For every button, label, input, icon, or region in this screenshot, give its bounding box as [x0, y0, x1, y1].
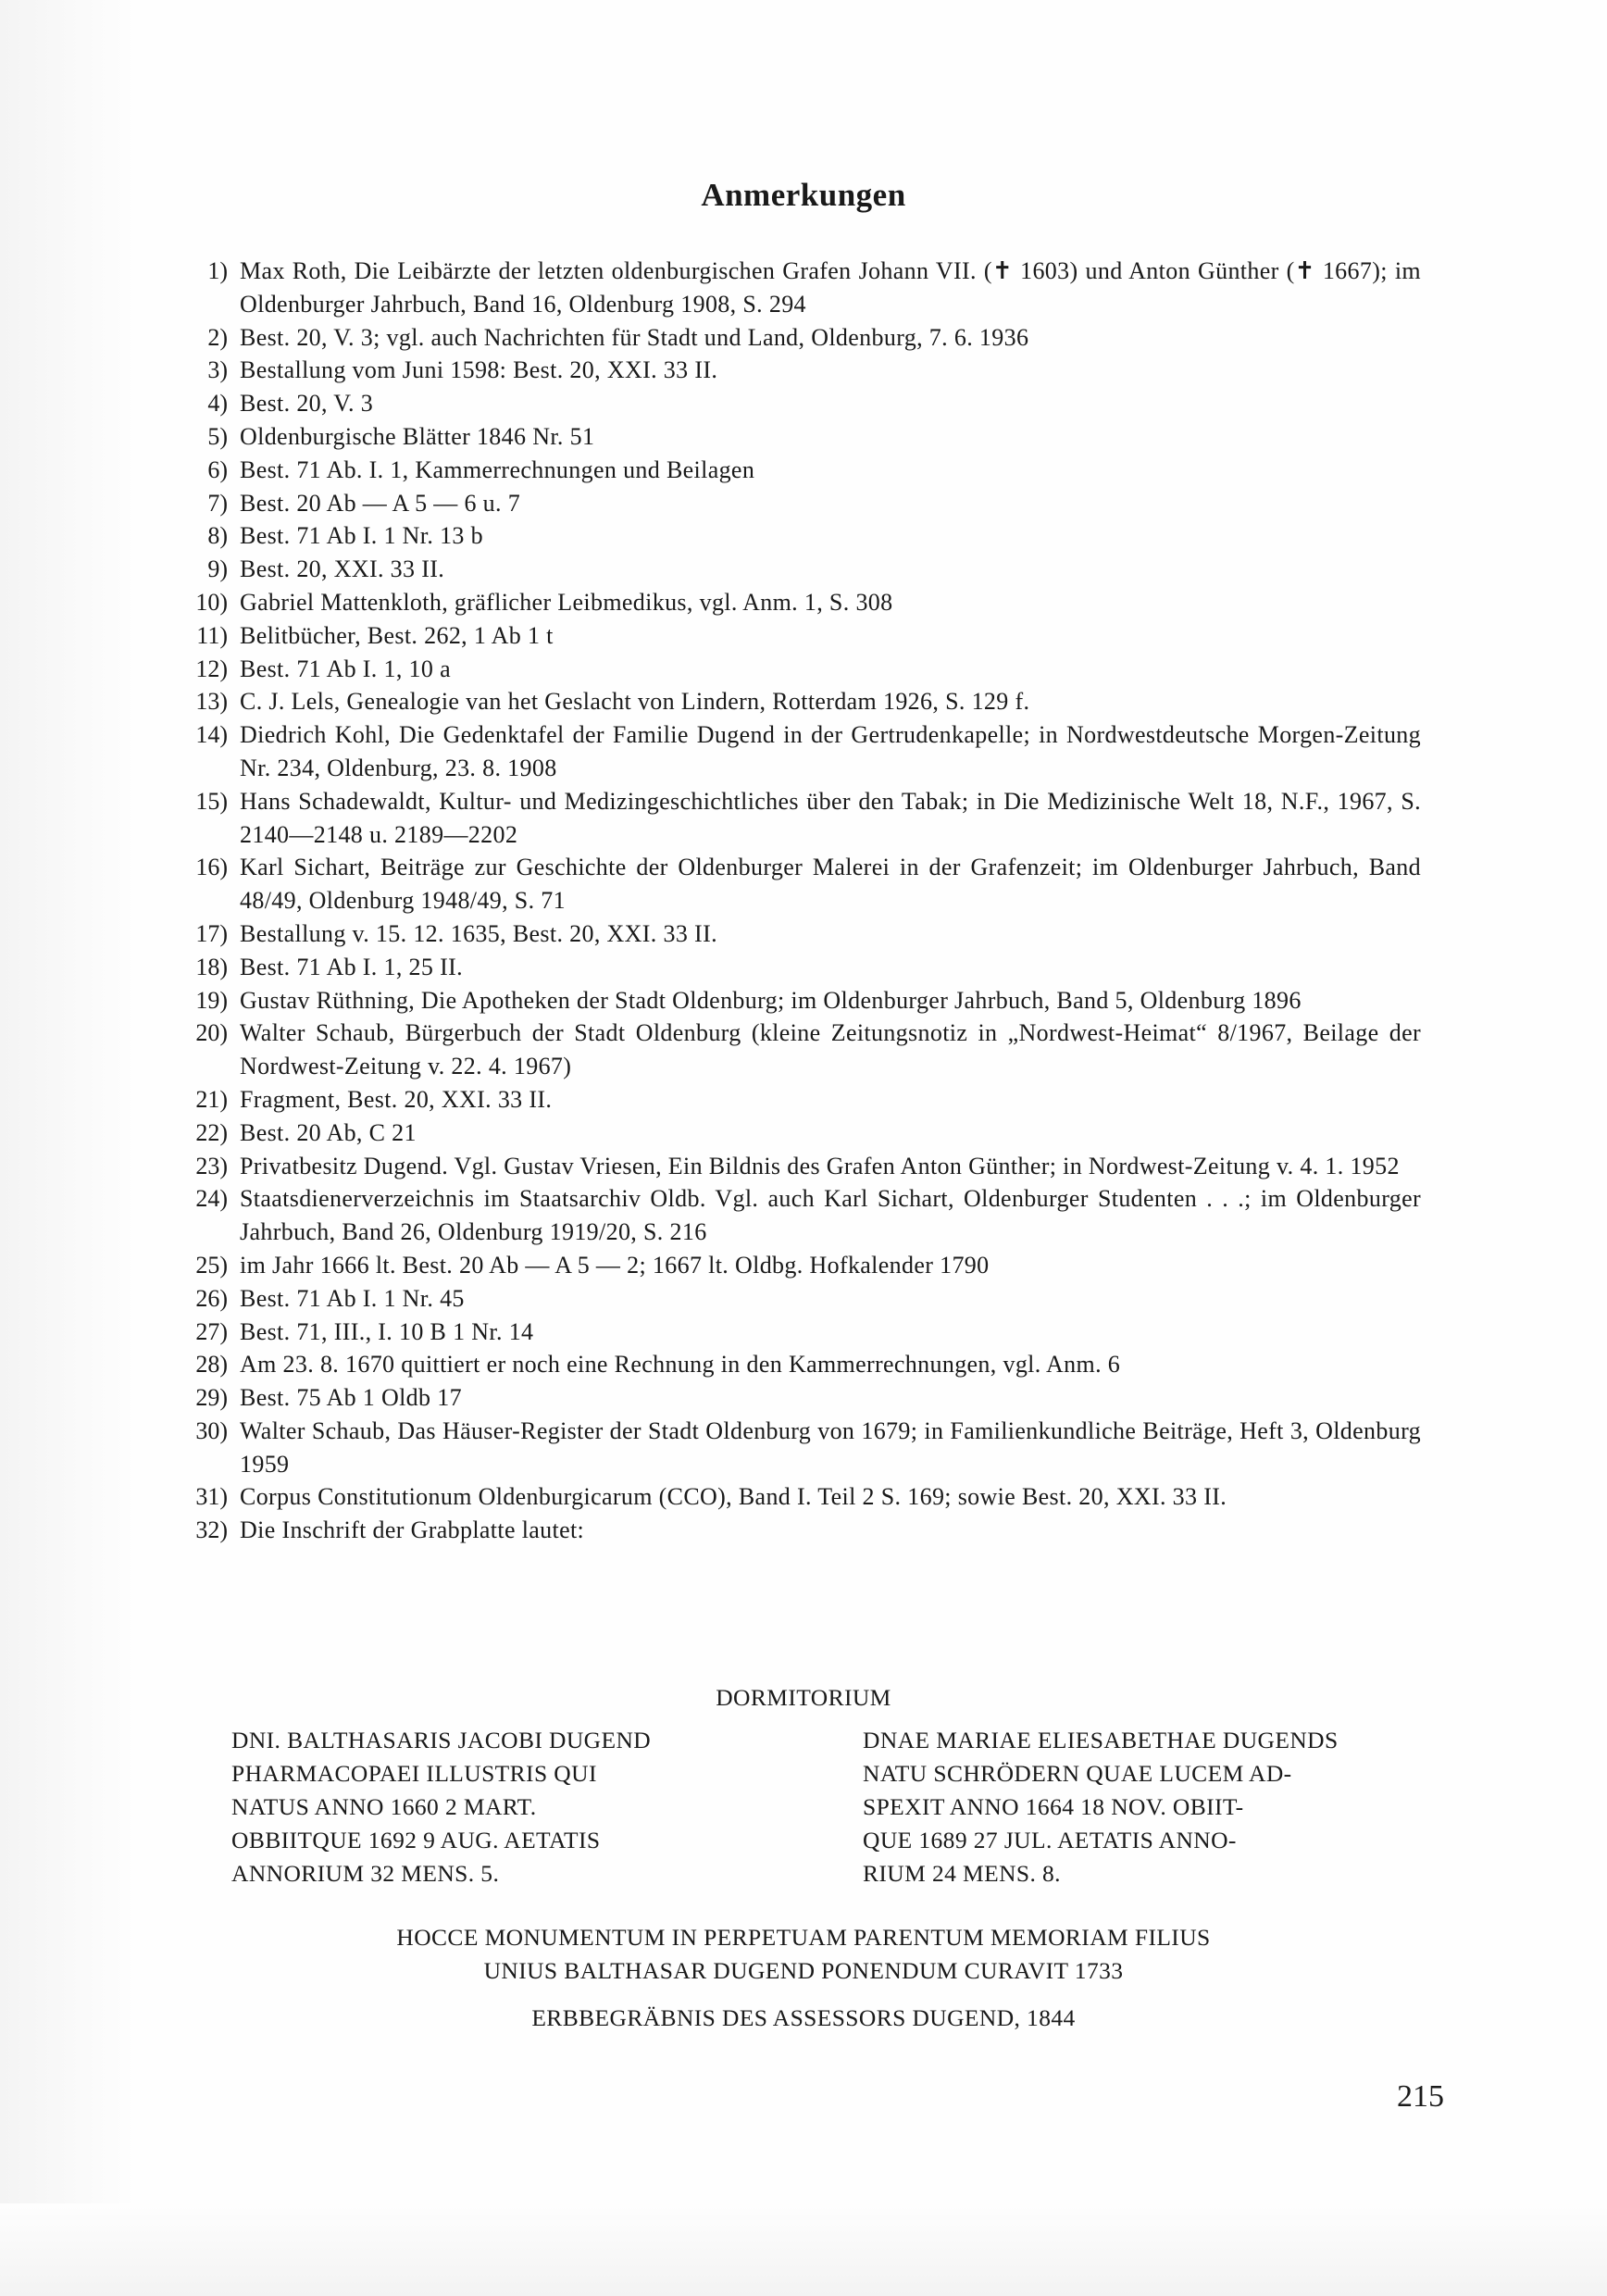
footnote-item — [176, 1083, 1421, 1117]
footnote-text: Gabriel Mattenkloth, gräflicher Leibmedikus, vgl. Anm. 1, S. 308 — [240, 588, 893, 616]
footnote-number: 14) — [195, 721, 228, 749]
footnote-item — [176, 1381, 1421, 1415]
footnote-number: 16) — [195, 854, 228, 881]
footnote-number: 2) — [207, 323, 228, 351]
footnote-text: Best. 71 Ab I. 1 Nr. 13 b — [240, 522, 483, 550]
footnote-number: 30) — [195, 1416, 228, 1444]
inscription-footer: ERBBEGRÄBNIS DES ASSESSORS DUGEND, 1844 — [531, 2004, 1076, 2031]
footnote-number: 22) — [195, 1118, 228, 1146]
footnote-number: 23) — [195, 1152, 228, 1179]
footnote-text: Max Roth, Die Leibärzte der letzten oldenburgischen Grafen Johann VII. (✝ 1603) und Anton Günther (✝ 1667); im Oldenburger Jahrbuch, Band 16, Oldenburg 1908, S. 294 — [240, 257, 1421, 318]
inscription-right-line: QUE 1689 27 JUL. AETATIS ANNO- — [863, 1827, 1237, 1853]
footnote-text: Best. 20 Ab, C 21 — [240, 1118, 417, 1146]
footnote-text: Hans Schadewaldt, Kultur- und Medizingeschichtliches über den Tabak; in Die Medizinische Welt 18, N.F., 1967, S. 2140—2148 u. 2189—2202 — [240, 787, 1421, 848]
inscription-right-line: NATU SCHRÖDERN QUAE LUCEM AD- — [863, 1760, 1292, 1787]
footnote-text: Privatbesitz Dugend. Vgl. Gustav Vriesen, Ein Bildnis des Grafen Anton Günther; in Nordwest-Zeitung v. 4. 1. 1952 — [240, 1152, 1400, 1179]
footnote-text: Walter Schaub, Bürgerbuch der Stadt Oldenburg (kleine Zeitungsnotiz in „Nordwest-Heimat“ 8/1967, Beilage der Nordwest-Zeitung v. 22. 4. 1967) — [240, 1019, 1421, 1080]
footnote-text: Best. 71 Ab I. 1 Nr. 45 — [240, 1284, 465, 1312]
footnote-text: Die Inschrift der Grabplatte lautet: — [240, 1516, 585, 1544]
footnote-number: 13) — [195, 688, 228, 716]
footnote-number: 26) — [195, 1284, 228, 1312]
footnote-item — [176, 1480, 1421, 1514]
footnote-item — [176, 519, 1421, 553]
footnote-text: Karl Sichart, Beiträge zur Geschichte der Oldenburger Malerei in der Grafenzeit; im Oldenburger Jahrbuch, Band 48/49, Oldenburg 1948/49, S. 71 — [240, 854, 1421, 915]
inscription-left-line: ANNORIUM 32 MENS. 5. — [231, 1860, 500, 1887]
footnote-item — [176, 917, 1421, 951]
inscription-right-column — [863, 1724, 1339, 1890]
scan-bottom-shading — [0, 2203, 1607, 2296]
footnote-number: 24) — [195, 1185, 228, 1213]
footnote-text: Best. 71 Ab I. 1, 25 II. — [240, 953, 463, 980]
footnote-text: Staatsdienerverzeichnis im Staatsarchiv Oldb. Vgl. auch Karl Sichart, Oldenburger Studenten . . .; im Oldenburger Jahrbuch, Band 26, Oldenburg 1919/20, S. 216 — [240, 1185, 1421, 1246]
footnote-item — [176, 321, 1421, 355]
monument-line: HOCCE MONUMENTUM IN PERPETUAM PARENTUM MEMORIAM FILIUS — [396, 1924, 1211, 1951]
footnote-number: 19) — [195, 986, 228, 1014]
footnote-number: 15) — [195, 787, 228, 815]
footnote-number: 4) — [207, 390, 228, 418]
footnote-item — [176, 454, 1421, 487]
footnote-item — [176, 1017, 1421, 1083]
footnote-number: 17) — [195, 919, 228, 947]
footnote-number: 6) — [207, 455, 228, 483]
footnote-text: C. J. Lels, Genealogie van het Geslacht von Lindern, Rotterdam 1926, S. 129 f. — [240, 688, 1030, 716]
footnote-item — [176, 553, 1421, 586]
footnote-item — [176, 420, 1421, 454]
footnote-item — [176, 785, 1421, 852]
footnote-text: Best. 20, V. 3; vgl. auch Nachrichten für Stadt und Land, Oldenburg, 7. 6. 1936 — [240, 323, 1029, 351]
footnote-item — [176, 1316, 1421, 1349]
footnote-item — [176, 1348, 1421, 1381]
footnote-text: Best. 71 Ab I. 1, 10 a — [240, 655, 451, 682]
inscription-right-line: SPEXIT ANNO 1664 18 NOV. OBIIT- — [863, 1793, 1244, 1820]
page-number: 215 — [1397, 2079, 1444, 2114]
inscription-right-line: RIUM 24 MENS. 8. — [863, 1860, 1061, 1887]
footnote-list — [176, 255, 1421, 1547]
footnote-text: Best. 20, V. 3 — [240, 390, 374, 418]
footnote-text: Bestallung vom Juni 1598: Best. 20, XXI. 33 II. — [240, 356, 718, 384]
footnote-item — [176, 1182, 1421, 1249]
footnote-item — [176, 984, 1421, 1017]
inscription-left-line: PHARMACOPAEI ILLUSTRIS QUI — [231, 1760, 597, 1787]
footnote-item — [176, 1282, 1421, 1316]
footnote-item — [176, 1249, 1421, 1282]
footnote-text: Best. 75 Ab 1 Oldb 17 — [240, 1384, 462, 1412]
footnote-text: Gustav Rüthning, Die Apotheken der Stadt Oldenburg; im Oldenburger Jahrbuch, Band 5, Oldenburg 1896 — [240, 986, 1302, 1014]
footnote-number: 11) — [196, 621, 228, 649]
inscription-heading: DORMITORIUM — [716, 1684, 891, 1711]
footnote-item — [176, 718, 1421, 785]
footnote-number: 28) — [195, 1351, 228, 1379]
footnote-text: im Jahr 1666 lt. Best. 20 Ab — A 5 — 2; 1667 lt. Oldbg. Hofkalender 1790 — [240, 1251, 990, 1279]
footnote-number: 10) — [195, 588, 228, 616]
footnote-item — [176, 685, 1421, 718]
footnote-number: 27) — [195, 1317, 228, 1345]
footnote-number: 7) — [207, 489, 228, 517]
footnote-text: Bestallung v. 15. 12. 1635, Best. 20, XXI. 33 II. — [240, 919, 717, 947]
inscription-right-line: DNAE MARIAE ELIESABETHAE DUGENDS — [863, 1727, 1339, 1753]
footnote-item — [176, 1415, 1421, 1481]
monument-line: UNIUS BALTHASAR DUGEND PONENDUM CURAVIT 1733 — [483, 1957, 1124, 1984]
footnote-number: 29) — [195, 1384, 228, 1412]
inscription-left-line: DNI. BALTHASARIS JACOBI DUGEND — [231, 1727, 652, 1753]
footnote-number: 25) — [195, 1251, 228, 1279]
footnote-text: Walter Schaub, Das Häuser-Register der Stadt Oldenburg von 1679; in Familienkundliche Beiträge, Heft 3, Oldenburg 1959 — [240, 1416, 1421, 1478]
footnote-item — [176, 653, 1421, 686]
footnote-text: Corpus Constitutionum Oldenburgicarum (CCO), Band I. Teil 2 S. 169; sowie Best. 20, XXI. 33 II. — [240, 1483, 1227, 1511]
footnote-item — [176, 1150, 1421, 1183]
footnote-item — [176, 851, 1421, 917]
footnote-number: 31) — [195, 1483, 228, 1511]
footnote-number: 12) — [195, 655, 228, 682]
footnote-number: 9) — [207, 555, 228, 583]
footnote-item — [176, 1514, 1421, 1547]
inscription-left-column — [231, 1724, 651, 1890]
footnote-text: Fragment, Best. 20, XXI. 33 II. — [240, 1085, 553, 1113]
footnote-text: Best. 71, III., I. 10 B 1 Nr. 14 — [240, 1317, 534, 1345]
footnote-text: Best. 20, XXI. 33 II. — [240, 555, 445, 583]
footnote-number: 5) — [207, 422, 228, 450]
footnote-item — [176, 387, 1421, 420]
footnote-text: Best. 20 Ab — A 5 — 6 u. 7 — [240, 489, 521, 517]
footnote-number: 18) — [195, 953, 228, 980]
inscription-left-line: NATUS ANNO 1660 2 MART. — [231, 1793, 537, 1820]
footnote-number: 8) — [207, 522, 228, 550]
footnote-number: 20) — [195, 1019, 228, 1047]
footnote-item — [176, 1117, 1421, 1150]
footnote-number: 32) — [195, 1516, 228, 1544]
footnote-text: Oldenburgische Blätter 1846 Nr. 51 — [240, 422, 595, 450]
footnote-item — [176, 487, 1421, 520]
footnote-text: Belitbücher, Best. 262, 1 Ab 1 t — [240, 621, 554, 649]
inscription-left-line: OBBIITQUE 1692 9 AUG. AETATIS — [231, 1827, 601, 1853]
footnote-number: 21) — [195, 1085, 228, 1113]
footnote-number: 1) — [207, 257, 228, 284]
footnote-number: 3) — [207, 356, 228, 384]
footnote-item — [176, 951, 1421, 984]
footnote-text: Am 23. 8. 1670 quittiert er noch eine Rechnung in den Kammerrechnungen, vgl. Anm. 6 — [240, 1351, 1121, 1379]
footnote-item — [176, 586, 1421, 619]
page-title: Anmerkungen — [701, 177, 906, 213]
footnote-text: Best. 71 Ab. I. 1, Kammerrechnungen und Beilagen — [240, 455, 755, 483]
footnote-item — [176, 354, 1421, 387]
footnote-item — [176, 255, 1421, 321]
footnote-text: Diedrich Kohl, Die Gedenktafel der Familie Dugend in der Gertrudenkapelle; in Nordwestdeutsche Morgen-Zeitung Nr. 234, Oldenburg, 23. 8. 1908 — [240, 721, 1421, 781]
footnote-item — [176, 619, 1421, 653]
